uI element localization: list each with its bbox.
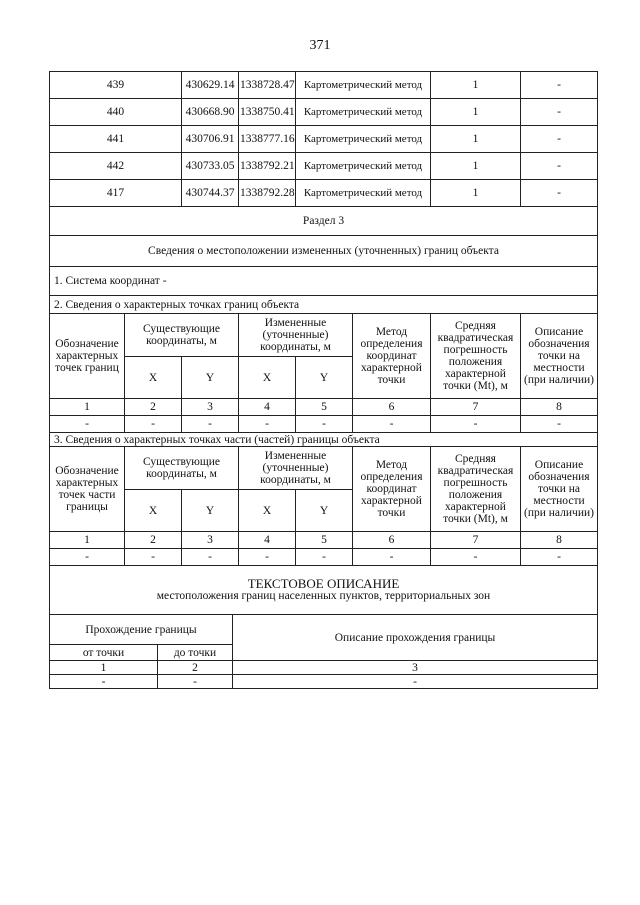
header-existing: Существующие координаты, м (125, 447, 239, 490)
point-y: 1338777.16 (239, 126, 296, 153)
empty-cell: - (239, 416, 296, 433)
empty-cell: - (125, 416, 182, 433)
coord-system: 1. Система координат - (50, 267, 598, 296)
point-accuracy: 1 (431, 126, 521, 153)
header-x: X (239, 490, 296, 532)
to-point-header: до точки (158, 645, 233, 661)
parts-heading: 3. Сведения о характерных точках части (частей) границы объекта (50, 433, 598, 447)
header-row (50, 314, 598, 357)
header-x: X (125, 357, 182, 399)
column-number: 8 (521, 399, 598, 416)
column-number: 6 (353, 532, 431, 549)
header-y: Y (296, 357, 353, 399)
empty-cell: - (182, 549, 239, 566)
column-number: 1 (50, 661, 158, 675)
column-number-row (50, 399, 598, 416)
empty-cell: - (521, 416, 598, 433)
section-subtitle: Сведения о местоположении измененных (уточненных) границ объекта (50, 236, 598, 267)
column-number: 8 (521, 532, 598, 549)
section-subtitle-row (50, 236, 598, 267)
column-number: 4 (239, 399, 296, 416)
passage-data-row (50, 675, 598, 689)
point-method: Картометрический метод (296, 72, 431, 99)
coordinates-table (49, 71, 598, 615)
header-description: Описание обозначения точки на местности (при наличии) (521, 447, 598, 532)
header-accuracy: Средняя квадратическая погрешность положения характерной точки (Mt), м (431, 447, 521, 532)
header-method: Метод определения координат характерной точки (353, 314, 431, 399)
point-description: - (521, 72, 598, 99)
column-number-row (50, 532, 598, 549)
point-id: 439 (50, 72, 182, 99)
empty-cell: - (50, 675, 158, 689)
empty-cell: - (353, 416, 431, 433)
column-number: 1 (50, 399, 125, 416)
point-description: - (521, 180, 598, 207)
point-accuracy: 1 (431, 180, 521, 207)
from-point-header: от точки (50, 645, 158, 661)
empty-cell: - (233, 675, 598, 689)
point-y: 1338792.21 (239, 153, 296, 180)
column-number: 7 (431, 532, 521, 549)
parts-heading-row (50, 433, 598, 447)
column-number: 5 (296, 399, 353, 416)
text-description-subtitle: местоположения границ населенных пунктов, территориальных зон (156, 590, 491, 602)
header-y: Y (296, 490, 353, 532)
empty-data-row (50, 416, 598, 433)
column-number: 1 (50, 532, 125, 549)
empty-cell: - (50, 416, 125, 433)
empty-data-row (50, 549, 598, 566)
table-row (50, 153, 598, 180)
point-x: 430706.91 (182, 126, 239, 153)
point-y: 1338792.28 (239, 180, 296, 207)
table-row (50, 180, 598, 207)
table-row (50, 72, 598, 99)
points-heading-row (50, 296, 598, 314)
header-description: Описание обозначения точки на местности (при наличии) (521, 314, 598, 399)
point-x: 430744.37 (182, 180, 239, 207)
point-id: 441 (50, 126, 182, 153)
table-row (50, 126, 598, 153)
header-designation: Обозначение характерных точек границ (50, 314, 125, 399)
column-number: 3 (233, 661, 598, 675)
empty-cell: - (239, 549, 296, 566)
header-y: Y (182, 357, 239, 399)
passage-header-row (50, 615, 598, 645)
column-number: 5 (296, 532, 353, 549)
page-number: 371 (309, 38, 331, 53)
passage-table (49, 614, 598, 689)
empty-cell: - (353, 549, 431, 566)
empty-cell: - (158, 675, 233, 689)
header-designation: Обозначение характерных точек части границы (50, 447, 125, 532)
text-description-title-row (50, 566, 598, 615)
document-body (49, 71, 597, 689)
column-number: 3 (182, 532, 239, 549)
header-changed: Измененные (уточненные) координаты, м (239, 447, 353, 490)
header-x: X (125, 490, 182, 532)
empty-cell: - (296, 549, 353, 566)
passage-header: Прохождение границы (50, 615, 233, 645)
section-title: Раздел 3 (50, 207, 598, 236)
point-method: Картометрический метод (296, 126, 431, 153)
empty-cell: - (50, 549, 125, 566)
header-existing: Существующие координаты, м (125, 314, 239, 357)
point-x: 430629.14 (182, 72, 239, 99)
column-number: 4 (239, 532, 296, 549)
header-row (50, 447, 598, 490)
header-x: X (239, 357, 296, 399)
point-method: Картометрический метод (296, 180, 431, 207)
point-description: - (521, 126, 598, 153)
empty-cell: - (296, 416, 353, 433)
point-accuracy: 1 (431, 72, 521, 99)
table-row (50, 99, 598, 126)
header-y: Y (182, 490, 239, 532)
empty-cell: - (182, 416, 239, 433)
column-number: 2 (125, 532, 182, 549)
column-number: 7 (431, 399, 521, 416)
points-heading: 2. Сведения о характерных точках границ объекта (50, 296, 598, 314)
empty-cell: - (125, 549, 182, 566)
point-y: 1338728.47 (239, 72, 296, 99)
empty-cell: - (521, 549, 598, 566)
empty-cell: - (431, 416, 521, 433)
header-method: Метод определения координат характерной точки (353, 447, 431, 532)
passage-description-header: Описание прохождения границы (233, 615, 598, 661)
point-accuracy: 1 (431, 99, 521, 126)
point-y: 1338750.41 (239, 99, 296, 126)
point-x: 430733.05 (182, 153, 239, 180)
column-number: 2 (125, 399, 182, 416)
point-method: Картометрический метод (296, 153, 431, 180)
text-description-title (50, 566, 598, 615)
column-number: 2 (158, 661, 233, 675)
point-id: 417 (50, 180, 182, 207)
text-description-heading: ТЕКСТОВОЕ ОПИСАНИЕ (247, 576, 400, 591)
point-id: 440 (50, 99, 182, 126)
column-number: 3 (182, 399, 239, 416)
point-description: - (521, 153, 598, 180)
point-accuracy: 1 (431, 153, 521, 180)
column-number: 6 (353, 399, 431, 416)
coord-system-row (50, 267, 598, 296)
point-method: Картометрический метод (296, 99, 431, 126)
point-id: 442 (50, 153, 182, 180)
passage-number-row (50, 661, 598, 675)
point-x: 430668.90 (182, 99, 239, 126)
header-accuracy: Средняя квадратическая погрешность положения характерной точки (Mt), м (431, 314, 521, 399)
empty-cell: - (431, 549, 521, 566)
header-changed: Измененные (уточненные) координаты, м (239, 314, 353, 357)
section-title-row (50, 207, 598, 236)
point-description: - (521, 99, 598, 126)
